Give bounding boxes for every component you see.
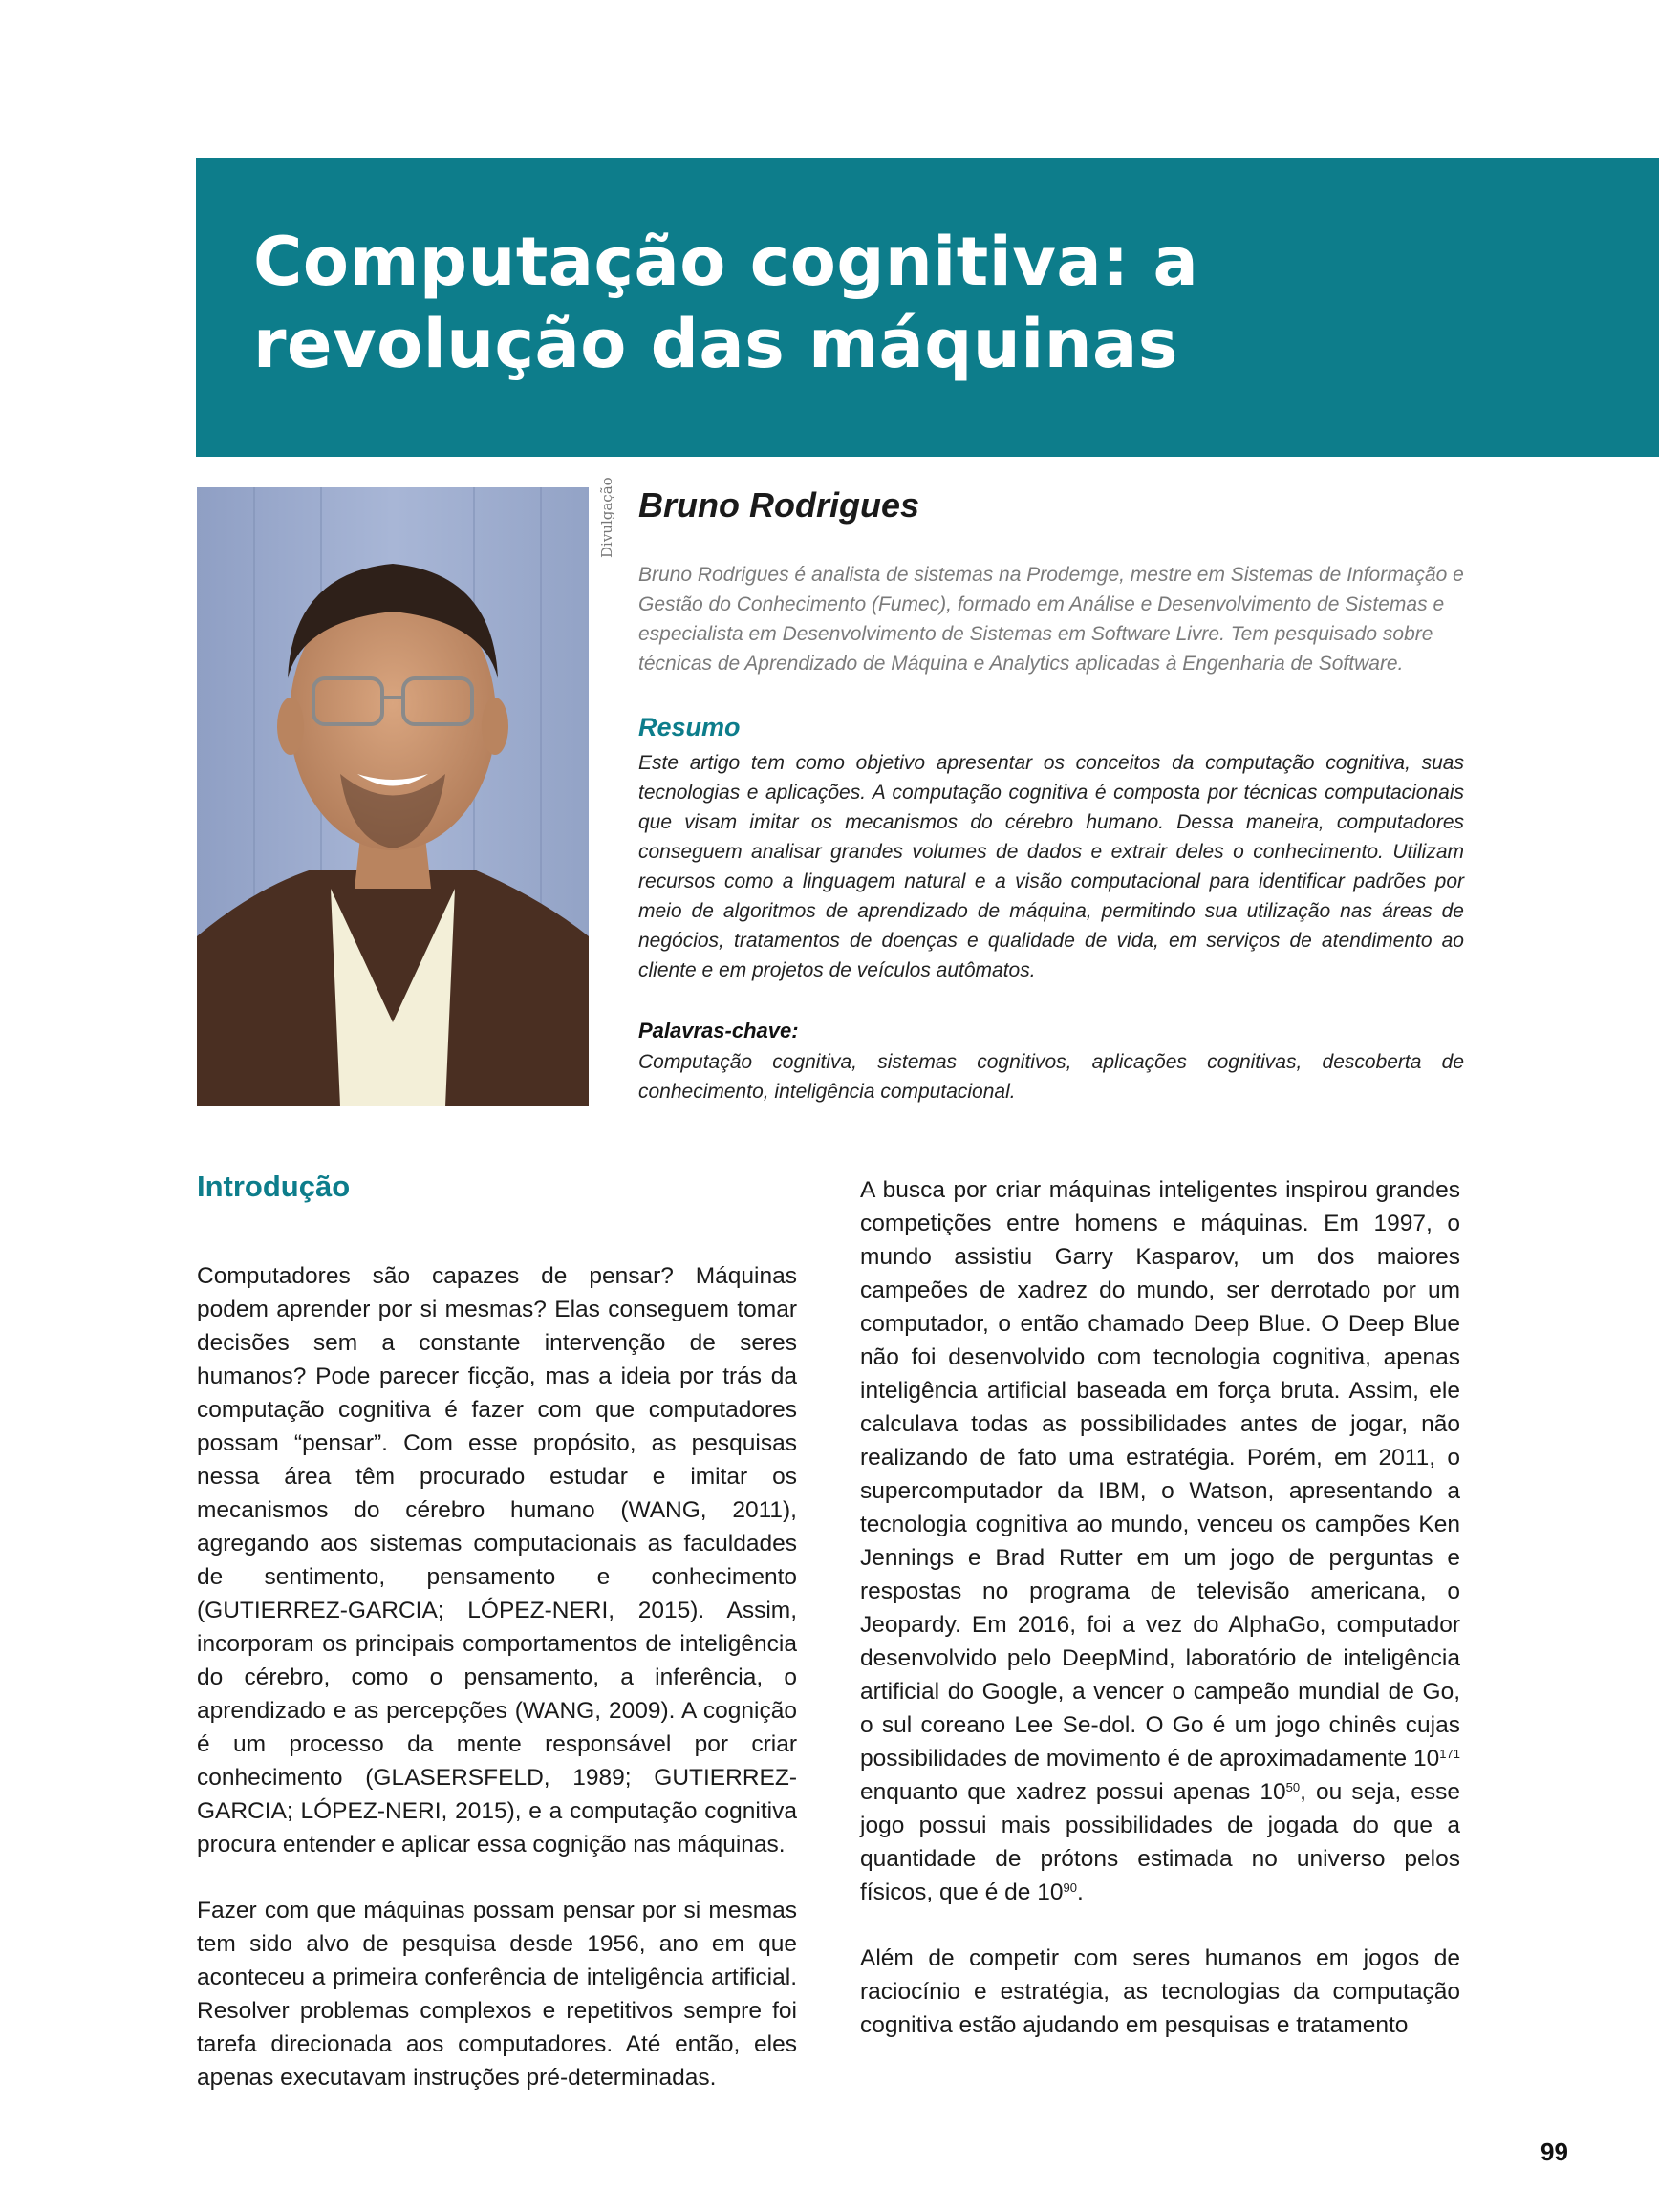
article-title [253,221,1198,385]
right-column [860,1173,1460,2042]
right-paragraph-2: Além de competir com seres humanos em jogos de raciocínio e estratégia, as tecnologias da computação cognitiva estão ajudando em pesquisas e tratamento [860,1945,1460,2038]
power-base-1: 10 [1413,1746,1440,1772]
right-paragraph-1-text-c: , ou seja, esse jogo possui mais possibilidades de jogada do que a quantidade de prótons estimada no universo pelos físicos, que é de [860,1779,1460,1905]
power-exponent-3: 90 [1063,1880,1077,1895]
power-base-3: 10 [1037,1879,1064,1905]
left-column [197,1168,797,2094]
photo-credit: Divulgação [598,477,615,558]
article-title-line-1: Computação cognitiva: a [253,223,1199,301]
right-paragraph-1-text-d: . [1076,1879,1084,1905]
keywords-heading: Palavras-chave: [638,1019,799,1042]
power-exponent-2: 50 [1285,1780,1301,1794]
keywords-text: Computação cognitiva, sistemas cognitivos, aplicações cognitivas, descoberta de conhecimento, inteligência computacional. [638,1051,1464,1103]
abstract-heading: Resumo [638,713,741,741]
right-paragraph-1-text-a: A busca por criar máquinas inteligentes inspirou grandes competições entre homens e máquinas. Em 1997, o mundo assistiu Garry Kasparov, um dos maiores campeões de xadrez do mundo, ser derrotado por um computador, o então chamado Deep Blue. O Deep Blue não foi desenvolvido com tecnologia cognitiva, apenas inteligência artificial baseada em força bruta. Assim, ele calculava todas as possibilidades antes de jogar, não realizando de fato uma estratégia. Porém, em 2011, o supercomputador da IBM, o Watson, apresentando a tecnologia cognitiva ao mundo, venceu os campões Ken Jennings e Brad Rutter em um jogo de perguntas e respostas no programa de televisão americana, o Jeopardy. Em 2016, foi a vez do AlphaGo, computador desenvolvido pelo DeepMind, laboratório de inteligência artificial do Google, a vencer o campeão mundial de Go, o sul coreano Lee Se-dol. O Go é um jogo chinês cujas possibilidades de movimento é de aproximadamente [860,1177,1460,1772]
power-exponent-1: 171 [1439,1747,1460,1761]
intro-paragraph-1: Computadores são capazes de pensar? Máquinas podem aprender por si mesmas? Elas conseguem tomar decisões sem a constante intervenção de seres humanos? Pode parecer ficção, mas a ideia por trás da computação cognitiva é fazer com que computadores possam “pensar”. Com esse propósito, as pesquisas nessa área têm procurado estudar e imitar os mecanismos do cérebro humano (WANG, 2011), agregando aos sistemas computacionais as faculdades de sentimento, pensamento e conhecimento (GUTIERREZ-GARCIA; LÓPEZ-NERI, 2015). Assim, incorporam os principais comportamentos de inteligência do cérebro, como o pensamento, a inferência, o aprendizado e as percepções (WANG, 2009). A cognição é um processo da mente responsável por criar conhecimento (GLASERSFELD, 1989; GUTIERREZ-GARCIA; LÓPEZ-NERI, 2015), e a computação cognitiva procura entender e aplicar essa cognição nas máquinas. [197,1263,797,1858]
title-banner [196,158,1659,457]
author-photo [197,487,589,1106]
page-number: 99 [1540,2137,1568,2166]
article-title-line-2: revolução das máquinas [253,305,1178,383]
author-bio: Bruno Rodrigues é analista de sistemas na Prodemge, mestre em Sistemas de Informação e Gestão do Conhecimento (Fumec), formado em Análise e Desenvolvimento de Sistemas e especialista em Desenvolvimento de Sistemas em Software Livre. Tem pesquisado sobre técnicas de Aprendizado de Máquina e Analytics aplicadas à Engenharia de Software. [638,564,1464,675]
author-name: Bruno Rodrigues [638,485,919,525]
intro-heading: Introdução [197,1170,351,1203]
right-paragraph-1 [860,1173,1460,1909]
power-base-2: 10 [1260,1779,1286,1805]
right-paragraph-1-text-b: enquanto que xadrez possui apenas [860,1779,1260,1805]
abstract-text: Este artigo tem como objetivo apresentar os conceitos da computação cognitiva, suas tecnologias e aplicações. A computação cognitiva é composta por técnicas computacionais que visam imitar os mecanismos do cérebro humano. Dessa maneira, computadores conseguem analisar grandes volumes de dados e extrair deles o conhecimento. Utilizam recursos como a linguagem natural e a visão computacional para identificar padrões por meio de algoritmos de aprendizado de máquina, permitindo sua utilização nas áreas de negócios, tratamentos de doenças e qualidade de vida, em serviços de atendimento ao cliente e em projetos de veículos autômatos. [638,752,1464,981]
intro-paragraph-2: Fazer com que máquinas possam pensar por si mesmas tem sido alvo de pesquisa desde 1956, ano em que aconteceu a primeira conferência de inteligência artificial. Resolver problemas complexos e repetitivos sempre foi tarefa direcionada aos computadores. Até então, eles apenas executavam instruções pré-determinadas. [197,1898,797,2091]
